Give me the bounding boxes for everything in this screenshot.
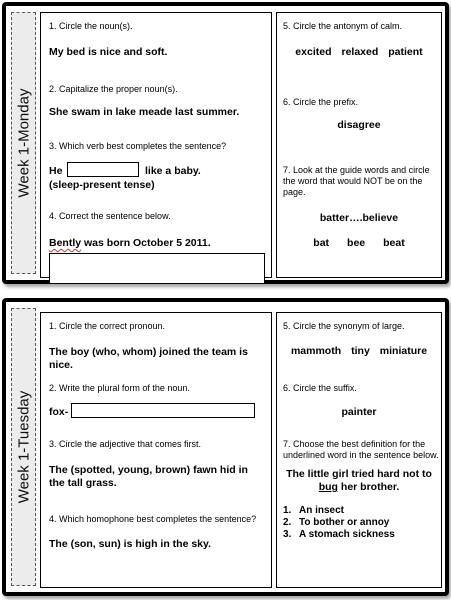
monday-right-column <box>276 12 442 278</box>
q7-options <box>283 505 395 541</box>
q7-option-number: 1. <box>283 505 292 516</box>
q4-sentence-rest: was born October 5 2011. <box>81 237 211 249</box>
q5-word-choices <box>277 46 441 58</box>
tuesday-right-column <box>276 312 442 588</box>
q7-prompt: 7. Choose the best definition for the underlined word in the sentence below. <box>283 439 439 460</box>
q7-guide-words: batter….believe <box>319 212 399 224</box>
q5-word-choices <box>277 345 441 357</box>
q3-after: like a baby. <box>145 165 201 177</box>
q5-prompt: 5. Circle the synonym of large. <box>283 321 405 331</box>
tuesday-worksheet-panel <box>2 298 449 596</box>
q5-word[interactable]: tiny <box>351 345 370 357</box>
q1-sentence[interactable]: My bed is nice and soft. <box>49 46 168 58</box>
monday-left-column <box>40 12 272 278</box>
q3-sentence[interactable]: The (spotted, young, brown) fawn hid in the tall grass. <box>49 464 248 489</box>
q7-sentence <box>283 468 435 494</box>
q7-option-text: An insect <box>299 505 345 516</box>
q7-option-number: 3. <box>283 529 292 540</box>
q6-prompt: 6. Circle the suffix. <box>283 383 357 393</box>
q2-word: fox- <box>49 406 69 418</box>
day-label-strip <box>11 308 36 586</box>
q5-word[interactable]: miniature <box>379 345 428 357</box>
q7-underlined-word: bug <box>318 481 338 493</box>
q7-option[interactable] <box>283 505 395 517</box>
q3-prompt: 3. Which verb best completes the sentence? <box>49 141 227 151</box>
q4-answer-box[interactable] <box>49 253 265 284</box>
q4-sentence[interactable]: The (son, sun) is high in the sky. <box>49 538 211 550</box>
q1-prompt: 1. Circle the correct pronoun. <box>49 321 166 331</box>
q7-prompt: 7. Look at the guide words and circle the word that would NOT be on the page. <box>283 165 430 197</box>
q3-before: He <box>49 165 63 177</box>
q7-option-number: 2. <box>283 517 292 528</box>
q7-word[interactable]: beat <box>383 237 405 249</box>
q4-prompt: 4. Correct the sentence below. <box>49 211 171 221</box>
q7-option[interactable] <box>283 529 395 541</box>
q2-answer-blank[interactable] <box>71 403 255 418</box>
q5-word[interactable]: patient <box>388 46 423 58</box>
q5-word[interactable]: mammoth <box>290 345 342 357</box>
q5-word[interactable]: excited <box>295 46 332 58</box>
q2-prompt: 2. Write the plural form of the noun. <box>49 383 190 393</box>
q3-answer-blank[interactable] <box>67 162 139 177</box>
q4-sentence <box>49 237 211 250</box>
q3-prompt: 3. Circle the adjective that comes first. <box>49 439 202 449</box>
q7-word-choices <box>277 237 441 249</box>
q6-prompt: 6. Circle the prefix. <box>283 97 359 107</box>
q5-word[interactable]: relaxed <box>341 46 379 58</box>
q4-prompt: 4. Which homophone best completes the sentence? <box>49 514 257 524</box>
q7-word[interactable]: bat <box>313 237 330 249</box>
q6-word[interactable]: disagree <box>337 119 381 131</box>
q5-prompt: 5. Circle the antonym of calm. <box>283 21 403 31</box>
q1-prompt: 1. Circle the noun(s). <box>49 21 133 31</box>
monday-worksheet-panel <box>2 2 449 284</box>
q3-hint: (sleep-present tense) <box>49 179 155 191</box>
q7-sentence-start: The little girl tried hard not to <box>286 468 432 480</box>
q4-misspelled-word: Bently <box>49 237 82 249</box>
q7-word[interactable]: bee <box>347 237 366 249</box>
q7-option[interactable] <box>283 517 395 529</box>
q6-word[interactable]: painter <box>341 406 377 418</box>
q7-sentence-end: her brother. <box>337 481 400 493</box>
q2-prompt: 2. Capitalize the proper noun(s). <box>49 84 178 94</box>
q7-option-text: To bother or annoy <box>299 517 390 528</box>
tuesday-left-column <box>40 312 272 588</box>
q2-sentence[interactable]: She swam in lake meade last summer. <box>49 106 240 118</box>
day-label: Week 1-Tuesday <box>15 390 32 504</box>
day-label: Week 1-Monday <box>15 88 32 198</box>
day-label-strip <box>11 12 36 274</box>
q1-sentence[interactable]: The boy (who, whom) joined the team is nice. <box>49 346 248 371</box>
q7-option-text: A stomach sickness <box>299 529 395 540</box>
